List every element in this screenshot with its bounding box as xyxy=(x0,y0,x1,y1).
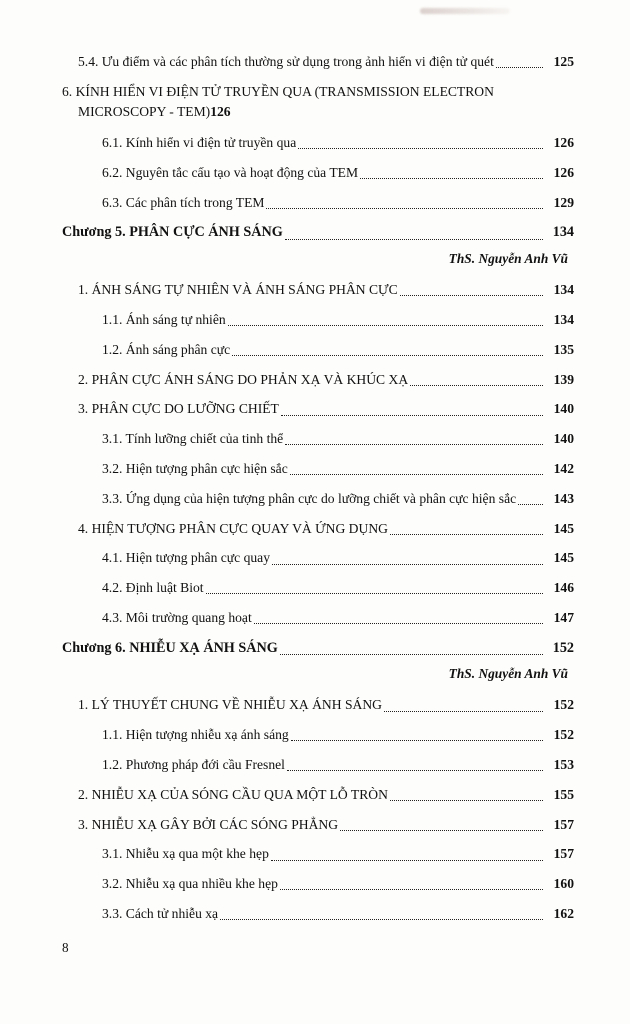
toc-entry-label-cont: MICROSCOPY - TEM) xyxy=(78,104,211,120)
toc-entry-label: 4.3. Môi trường quang hoạt xyxy=(102,609,252,625)
toc-entry[interactable] xyxy=(78,695,574,714)
toc-entry-label: 1. ÁNH SÁNG TỰ NHIÊN VÀ ÁNH SÁNG PHÂN CỰC xyxy=(78,282,398,298)
toc-entry[interactable] xyxy=(102,310,574,329)
toc-leader-dots xyxy=(285,238,543,240)
toc-page-number: 126 xyxy=(210,104,231,120)
toc-entry[interactable] xyxy=(78,785,574,804)
toc-page-number: 143 xyxy=(553,490,574,506)
toc-leader-dots xyxy=(410,384,543,386)
toc-page-number: 145 xyxy=(553,550,574,566)
toc-leader-dots xyxy=(340,829,543,831)
toc-author-line: ThS. Nguyễn Anh Vũ xyxy=(448,251,568,267)
toc-entry[interactable] xyxy=(78,52,574,71)
toc-entry-label: 4.1. Hiện tượng phân cực quay xyxy=(102,550,271,566)
toc-entry-label: 3.3. Cách tử nhiễu xạ xyxy=(102,905,219,921)
toc-entry-label: 3. PHÂN CỰC DO LƯỠNG CHIẾT xyxy=(78,401,279,417)
toc-entry-label: 1.1. Hiện tượng nhiễu xạ ánh sáng xyxy=(102,727,289,743)
toc-entry-label: Chương 5. PHÂN CỰC ÁNH SÁNG xyxy=(62,224,283,241)
toc-page-number: 152 xyxy=(553,727,574,743)
toc-entry[interactable] xyxy=(78,519,574,538)
toc-leader-dots xyxy=(232,354,543,356)
toc-entry-label: 6.3. Các phân tích trong TEM xyxy=(102,194,265,210)
toc-page-number: 126 xyxy=(553,135,574,151)
toc-leader-dots xyxy=(281,414,543,416)
toc-entry-label: 2. PHÂN CỰC ÁNH SÁNG DO PHẢN XẠ VÀ KHÚC XẠ xyxy=(78,371,409,387)
toc-leader-dots xyxy=(390,533,543,535)
toc-entry[interactable] xyxy=(102,578,574,597)
toc-leader-dots xyxy=(285,443,543,445)
toc-leader-dots xyxy=(298,147,543,149)
toc-leader-dots xyxy=(280,653,543,655)
toc-entry[interactable] xyxy=(102,340,574,359)
toc-entry-label: 3. NHIỄU XẠ GÂY BỞI CÁC SÓNG PHẲNG xyxy=(78,816,339,832)
toc-entry-label: 3.2. Hiện tượng phân cực hiện sắc xyxy=(102,460,288,476)
toc-entry[interactable] xyxy=(102,429,574,448)
page-scan-artifact xyxy=(420,8,510,14)
toc-leader-dots xyxy=(206,592,543,594)
toc-leader-dots xyxy=(254,622,543,624)
toc-entry[interactable] xyxy=(78,370,574,389)
toc-author-line: ThS. Nguyễn Anh Vũ xyxy=(448,666,568,682)
table-of-contents xyxy=(62,52,574,934)
toc-leader-dots xyxy=(496,66,543,68)
toc-page-number: 139 xyxy=(553,371,574,387)
toc-entry-label: 1.1. Ánh sáng tự nhiên xyxy=(102,311,226,327)
toc-entry-label: 2. NHIỄU XẠ CỦA SÓNG CẦU QUA MỘT LỖ TRÒN xyxy=(78,786,388,802)
toc-page-number: 160 xyxy=(553,876,574,892)
toc-entry-label: 6.1. Kính hiển vi điện tử truyền qua xyxy=(102,135,297,151)
toc-entry[interactable] xyxy=(102,193,574,212)
toc-entry-label: 3.1. Nhiễu xạ qua một khe hẹp xyxy=(102,846,269,862)
toc-chapter-entry[interactable] xyxy=(62,638,574,658)
toc-page-number: 140 xyxy=(553,401,574,417)
toc-leader-dots xyxy=(287,769,543,771)
toc-entry-label: 3.2. Nhiễu xạ qua nhiều khe hẹp xyxy=(102,876,278,892)
toc-entry-label: 1.2. Phương pháp đới cầu Fresnel xyxy=(102,756,285,772)
toc-page-number: 145 xyxy=(553,520,574,536)
toc-page-number: 142 xyxy=(553,460,574,476)
toc-leader-dots xyxy=(220,918,543,920)
toc-leader-dots xyxy=(360,177,543,179)
toc-entry-label: 3.3. Ứng dụng của hiện tượng phân cực do lưỡng chiết và phân cực hiện sắc xyxy=(102,490,517,506)
toc-leader-dots xyxy=(228,324,543,326)
toc-page-number: 153 xyxy=(553,756,574,772)
toc-entry[interactable] xyxy=(102,904,574,923)
toc-leader-dots xyxy=(272,563,543,565)
toc-entry-label: 4.2. Định luật Biot xyxy=(102,580,204,596)
toc-chapter-entry[interactable] xyxy=(62,222,574,242)
toc-leader-dots xyxy=(266,207,543,209)
toc-page-number: 140 xyxy=(553,431,574,447)
toc-leader-dots xyxy=(518,503,543,505)
toc-page-number: 129 xyxy=(553,194,574,210)
toc-entry-label: 3.1. Tính lưỡng chiết của tinh thể xyxy=(102,431,284,447)
toc-page-number: 162 xyxy=(553,905,574,921)
toc-page-number: 125 xyxy=(553,54,574,69)
toc-leader-dots xyxy=(384,710,543,712)
toc-page-number: 134 xyxy=(552,224,574,241)
toc-leader-dots xyxy=(280,888,543,890)
toc-entry[interactable] xyxy=(62,82,574,123)
toc-entry-label: 4. HIỆN TƯỢNG PHÂN CỰC QUAY VÀ ỨNG DỤNG xyxy=(78,520,388,536)
toc-entry-label: 5.4. Ưu điểm và các phân tích thường sử dụng trong ảnh hiển vi điện tử quét xyxy=(78,54,494,69)
toc-entry[interactable] xyxy=(102,725,574,744)
toc-page-number: 152 xyxy=(553,697,574,713)
page-number-folio: 8 xyxy=(62,940,69,955)
toc-entry-label: 1.2. Ánh sáng phân cực xyxy=(102,341,231,357)
toc-page-number: 157 xyxy=(553,846,574,862)
toc-page-number: 126 xyxy=(553,164,574,180)
toc-page-number: 135 xyxy=(553,341,574,357)
toc-entry-label: 6.2. Nguyên tắc cấu tạo và hoạt động của TEM xyxy=(102,164,359,180)
toc-entry[interactable] xyxy=(102,133,574,152)
toc-page-number: 152 xyxy=(552,639,574,656)
toc-entry-label: 6. KÍNH HIỂN VI ĐIỆN TỬ TRUYỀN QUA (TRANSMISSION ELECTRON xyxy=(62,83,494,99)
toc-entry-label: 1. LÝ THUYẾT CHUNG VỀ NHIỄU XẠ ÁNH SÁNG xyxy=(78,697,382,713)
toc-entry-label: Chương 6. NHIỄU XẠ ÁNH SÁNG xyxy=(62,639,278,656)
toc-page-number: 157 xyxy=(553,816,574,832)
toc-page-number: 134 xyxy=(553,282,574,298)
toc-entry[interactable] xyxy=(78,399,574,418)
toc-leader-dots xyxy=(290,473,543,475)
toc-entry[interactable] xyxy=(102,489,574,508)
toc-entry[interactable] xyxy=(102,548,574,567)
toc-leader-dots xyxy=(291,739,543,741)
toc-entry[interactable] xyxy=(102,608,574,627)
toc-page-number: 155 xyxy=(553,786,574,802)
toc-leader-dots xyxy=(390,799,543,801)
toc-page-number: 134 xyxy=(553,311,574,327)
toc-leader-dots xyxy=(400,294,543,296)
toc-entry[interactable] xyxy=(102,844,574,863)
toc-entry[interactable] xyxy=(102,755,574,774)
toc-page-number: 147 xyxy=(553,609,574,625)
toc-entry[interactable] xyxy=(102,459,574,478)
toc-entry[interactable] xyxy=(102,163,574,182)
toc-entry[interactable] xyxy=(78,815,574,834)
toc-entry[interactable] xyxy=(102,874,574,893)
toc-entry[interactable] xyxy=(78,280,574,299)
toc-page-number: 146 xyxy=(553,580,574,596)
toc-leader-dots xyxy=(271,859,543,861)
